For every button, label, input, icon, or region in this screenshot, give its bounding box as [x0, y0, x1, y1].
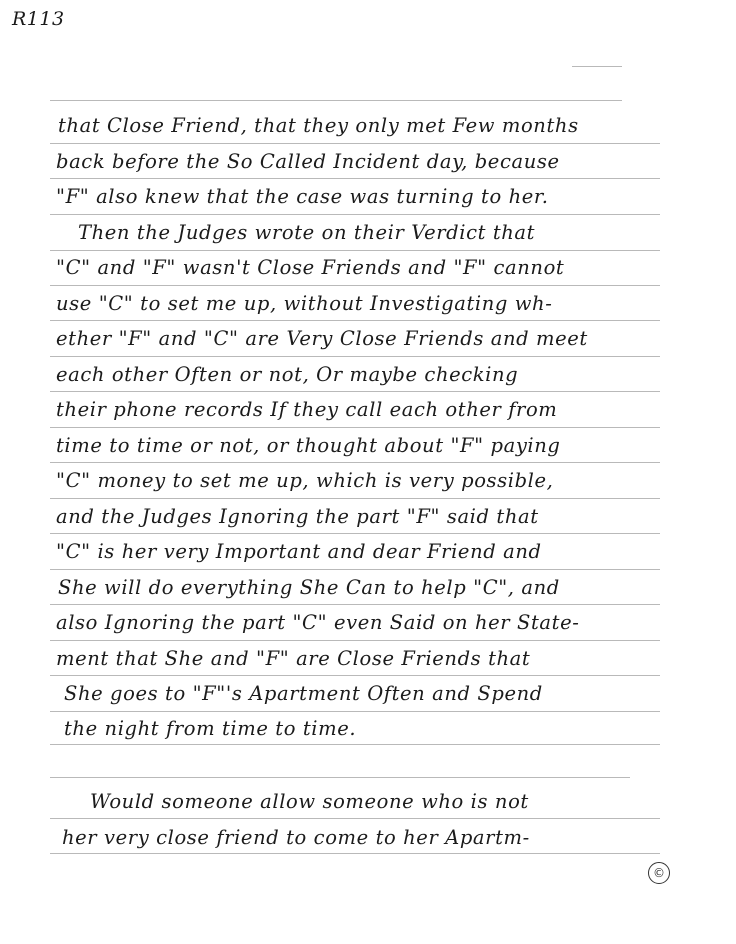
- text-line: her very close friend to come to her Apartm-: [62, 826, 530, 849]
- rule-line: [50, 640, 660, 641]
- rule-line: [50, 250, 660, 251]
- text-line: Would someone allow someone who is not: [90, 790, 529, 813]
- rule-line: [50, 675, 660, 676]
- rule-line: [50, 604, 660, 605]
- text-line: time to time or not, or thought about "F" paying: [56, 434, 561, 457]
- rule-line: [50, 711, 660, 712]
- rule-line: [50, 569, 660, 570]
- text-line: the night from time to time.: [64, 717, 357, 740]
- rule-line: [50, 533, 660, 534]
- rule-line: [50, 462, 660, 463]
- text-line: that Close Friend, that they only met Few months: [58, 114, 579, 137]
- text-line: ment that She and "F" are Close Friends that: [56, 647, 531, 670]
- rule-line: [50, 391, 660, 392]
- page-identifier: R113: [12, 8, 65, 30]
- rule-line: [50, 214, 660, 215]
- text-line: "C" and "F" wasn't Close Friends and "F" cannot: [56, 256, 565, 279]
- rule-line: [50, 498, 660, 499]
- text-line: back before the So Called Incident day, because: [56, 150, 560, 173]
- copyright-mark: ©: [648, 862, 670, 884]
- text-line: "C" money to set me up, which is very possible,: [56, 469, 554, 492]
- text-line: also Ignoring the part "C" even Said on her State-: [56, 611, 580, 634]
- text-line: ether "F" and "C" are Very Close Friends and meet: [56, 327, 588, 350]
- rule-line: [50, 853, 660, 854]
- text-line: She will do everything She Can to help "C", and: [58, 576, 560, 599]
- rule-line: [50, 744, 660, 745]
- rule-line: [50, 777, 630, 778]
- rule-line: [50, 285, 660, 286]
- text-line: and the Judges Ignoring the part "F" said that: [56, 505, 539, 528]
- rule-line: [50, 320, 660, 321]
- rule-line: [50, 178, 660, 179]
- text-line: their phone records If they call each other from: [56, 398, 558, 421]
- text-line: use "C" to set me up, without Investigating wh-: [56, 292, 553, 315]
- text-line: "C" is her very Important and dear Friend and: [56, 540, 542, 563]
- text-line: Then the Judges wrote on their Verdict that: [78, 221, 536, 244]
- text-line: She goes to "F"'s Apartment Often and Spend: [64, 682, 543, 705]
- rule-line: [50, 427, 660, 428]
- text-line: each other Often or not, Or maybe checking: [56, 363, 519, 386]
- rule-line: [50, 143, 660, 144]
- text-line: "F" also knew that the case was turning to her.: [56, 185, 549, 208]
- rule-line: [50, 100, 622, 101]
- rule-line: [572, 66, 622, 67]
- rule-line: [50, 818, 660, 819]
- rule-line: [50, 356, 660, 357]
